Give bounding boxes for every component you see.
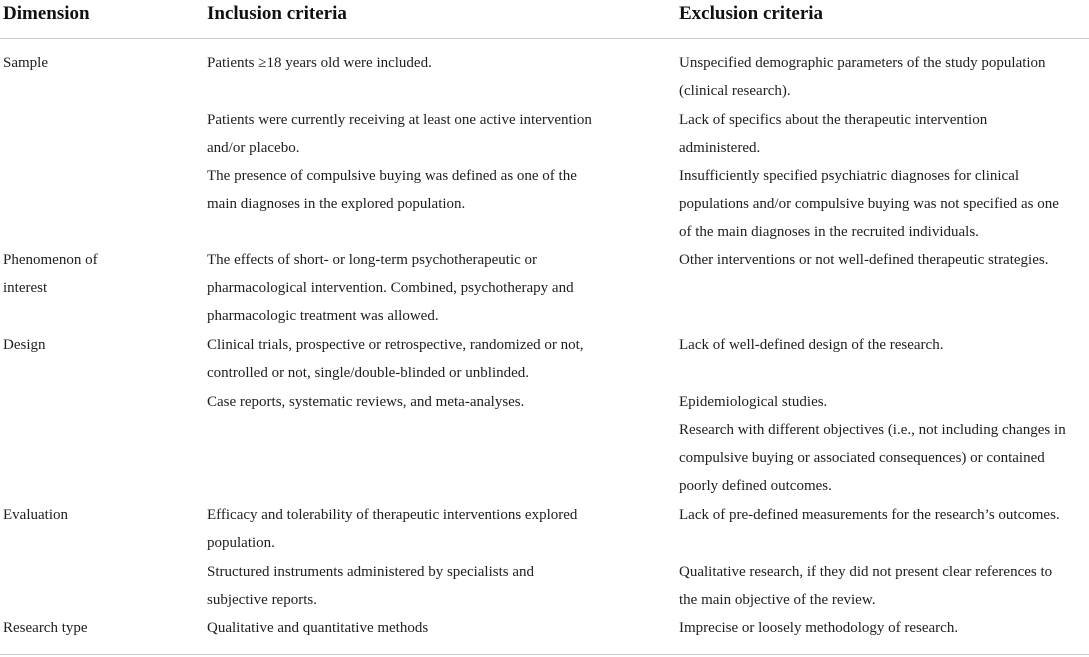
- row-phenomenon-exclusion-1: Other interventions or not well-defined therapeutic strategies.: [679, 252, 1049, 268]
- row-design-dimension: Design: [3, 337, 46, 353]
- header-dimension: Dimension: [3, 3, 90, 24]
- row-research-type-inclusion-1: Qualitative and quantitative methods: [207, 620, 429, 636]
- row-evaluation-exclusion-1: Lack of pre-defined measurements for the research’s outcomes.: [679, 507, 1060, 523]
- row-sample-inclusion-2: Patients were currently receiving at least one active intervention and/or placebo.: [207, 112, 592, 156]
- row-design-inclusion-1: Clinical trials, prospective or retrospective, randomized or not, controlled or not, single/double-blinded or unblinded.: [207, 337, 584, 381]
- row-design-exclusion-1: Lack of well-defined design of the research.: [679, 337, 944, 353]
- bottom-rule: [0, 654, 1089, 655]
- row-sample-inclusion-1: Patients ≥18 years old were included.: [207, 55, 432, 71]
- row-design-exclusion-2: Epidemiological studies.: [679, 394, 828, 410]
- row-sample-exclusion-3: Insufficiently specified psychiatric diagnoses for clinical populations and/or compulsive buying was not specified as one of the main diagnoses in the recruited individuals.: [679, 168, 1059, 240]
- row-evaluation-inclusion-2: Structured instruments administered by specialists and subjective reports.: [207, 564, 535, 608]
- row-research-type-dimension: Research type: [3, 620, 88, 636]
- header-inclusion: Inclusion criteria: [207, 3, 347, 24]
- row-evaluation-inclusion-1: Efficacy and tolerability of therapeutic interventions explored population.: [207, 507, 578, 551]
- row-phenomenon-dimension: Phenomenon of interest: [3, 252, 98, 296]
- row-sample-exclusion-2: Lack of specifics about the therapeutic intervention administered.: [679, 112, 988, 156]
- header-exclusion: Exclusion criteria: [679, 3, 824, 24]
- row-research-type-exclusion-1: Imprecise or loosely methodology of research.: [679, 620, 959, 636]
- row-evaluation-dimension: Evaluation: [3, 507, 68, 523]
- row-evaluation-exclusion-2: Qualitative research, if they did not present clear references to the main objective of the review.: [679, 564, 1053, 608]
- header-rule: [0, 38, 1089, 39]
- row-design-inclusion-2: Case reports, systematic reviews, and meta-analyses.: [207, 394, 525, 410]
- row-sample-dimension: Sample: [3, 55, 48, 71]
- row-design-exclusion-3: Research with different objectives (i.e., not including changes in compulsive buying or associated consequences) or contained poorly defined outcomes.: [679, 422, 1066, 494]
- row-sample-exclusion-1: Unspecified demographic parameters of the study population (clinical research).: [679, 55, 1046, 99]
- row-phenomenon-inclusion-1: The effects of short- or long-term psychotherapeutic or pharmacological intervention. Combined, psychotherapy and pharmacologic treatment was allowed.: [207, 252, 574, 324]
- row-sample-inclusion-3: The presence of compulsive buying was defined as one of the main diagnoses in the explored population.: [207, 168, 577, 212]
